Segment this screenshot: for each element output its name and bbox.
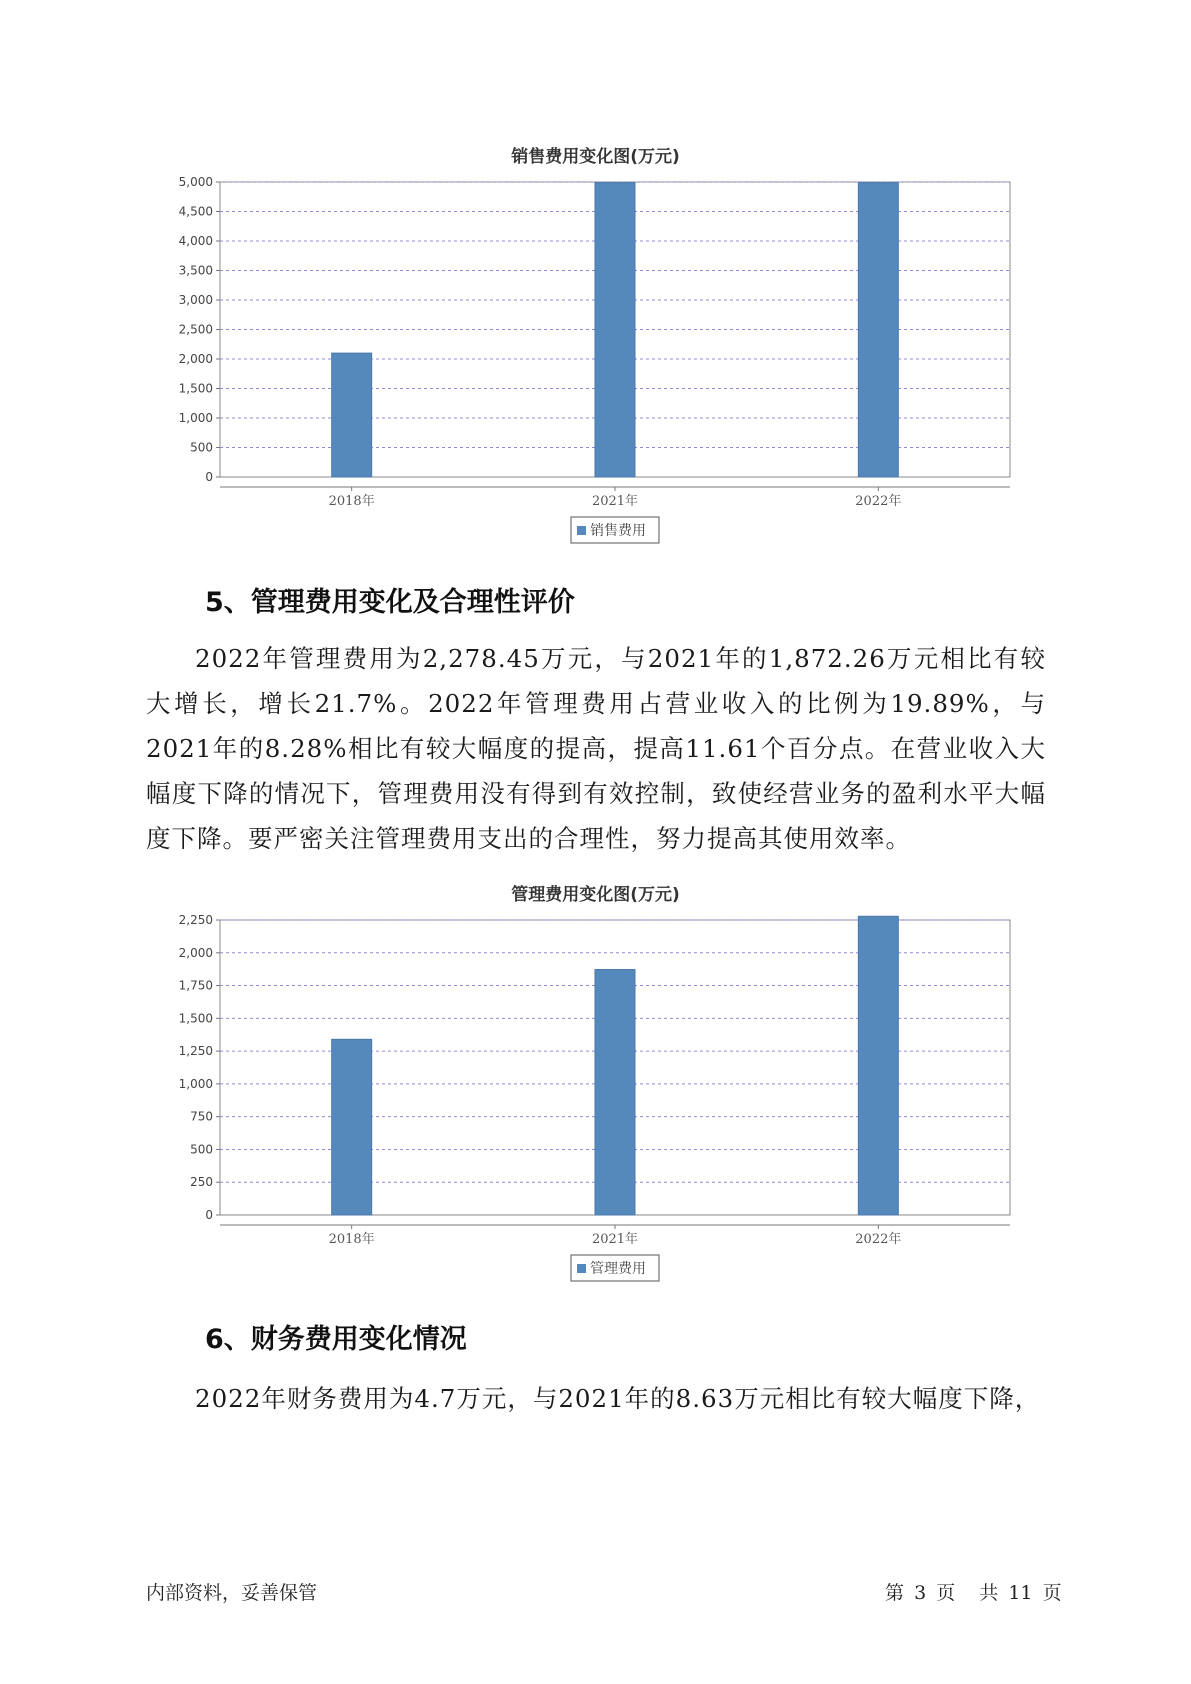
y-tick-label: 3,500 [178,263,213,278]
page-number: 3 [914,1582,927,1604]
bar-2018年 [332,353,372,477]
total-pages: 11 [1008,1582,1033,1604]
y-tick-label: 1,750 [178,978,213,993]
y-tick-label: 500 [190,1142,213,1157]
section-6-paragraph: 2022年财务费用为4.7万元，与2021年的8.63万元相比有较大幅度下降， [195,1384,1041,1413]
y-tick-label: 1,250 [178,1044,213,1059]
y-tick-label: 1,000 [178,1076,213,1091]
chart-title-sales: 销售费用变化图(万元) [511,147,680,167]
y-tick-label: 2,500 [178,322,213,337]
y-tick-label: 250 [190,1175,213,1190]
y-tick-label: 2,250 [178,913,213,927]
x-tick-label: 2018年 [328,1232,375,1247]
y-tick-label: 2,000 [178,945,213,960]
y-tick-label: 1,000 [178,411,213,425]
x-tick-label: 2021年 [591,494,639,509]
x-tick-label: 2022年 [855,494,902,509]
legend-swatch [577,1264,586,1273]
y-tick-label: 1,500 [178,381,213,396]
section-5-heading: 5、管理费用变化及合理性评价 [205,587,575,618]
bar-2022年 [858,916,898,1215]
y-tick-label: 2,000 [178,352,213,366]
total-label-suffix: 页 [1042,1582,1062,1604]
bar-2022年 [858,183,898,477]
legend-label: 管理费用 [590,1261,646,1277]
bar-2018年 [332,1039,372,1215]
x-tick-label: 2022年 [855,1232,902,1247]
y-tick-label: 4,500 [178,204,213,219]
admin-expense-chart [150,910,1030,1350]
y-tick-label: 0 [205,470,213,484]
total-label-prefix: 共 [979,1582,999,1604]
bar-2021年 [595,183,635,477]
y-tick-label: 3,000 [178,293,213,307]
y-tick-label: 500 [190,440,213,455]
chart-title-admin: 管理费用变化图(万元) [511,885,680,905]
legend-swatch [577,526,586,535]
section-6-heading: 6、财务费用变化情况 [205,1324,467,1355]
footer-page-info [885,1578,1066,1605]
page-label-suffix: 页 [936,1582,956,1604]
section-5-paragraph: 2022年管理费用为2,278.45万元，与2021年的1,872.26万元相比有较大增长，增长21.7%。2022年管理费用占营业收入的比例为19.89%，与2021年的8.28%相比有较大幅度的提高，提高11.61个百分点。在营业收入大幅度下降的情况下，管理费用没有得到有效控制，致使经营业务的盈利水平大幅度下降。要严密关注管理费用支出的合理性，努力提高其使用效率。 [146,644,1046,853]
footer-confidential-note: 内部资料，妥善保管 [146,1582,318,1604]
bar-2021年 [595,970,635,1215]
x-tick-label: 2021年 [591,1232,639,1247]
sales-expense-chart [150,172,1030,612]
y-tick-label: 1,500 [178,1011,213,1026]
legend-label: 销售费用 [590,523,646,539]
y-tick-label: 4,000 [178,234,213,248]
y-tick-label: 750 [190,1109,213,1124]
page-label-prefix: 第 [885,1582,905,1604]
x-tick-label: 2018年 [328,494,375,509]
y-tick-label: 0 [205,1208,213,1222]
y-tick-label: 5,000 [178,175,213,189]
